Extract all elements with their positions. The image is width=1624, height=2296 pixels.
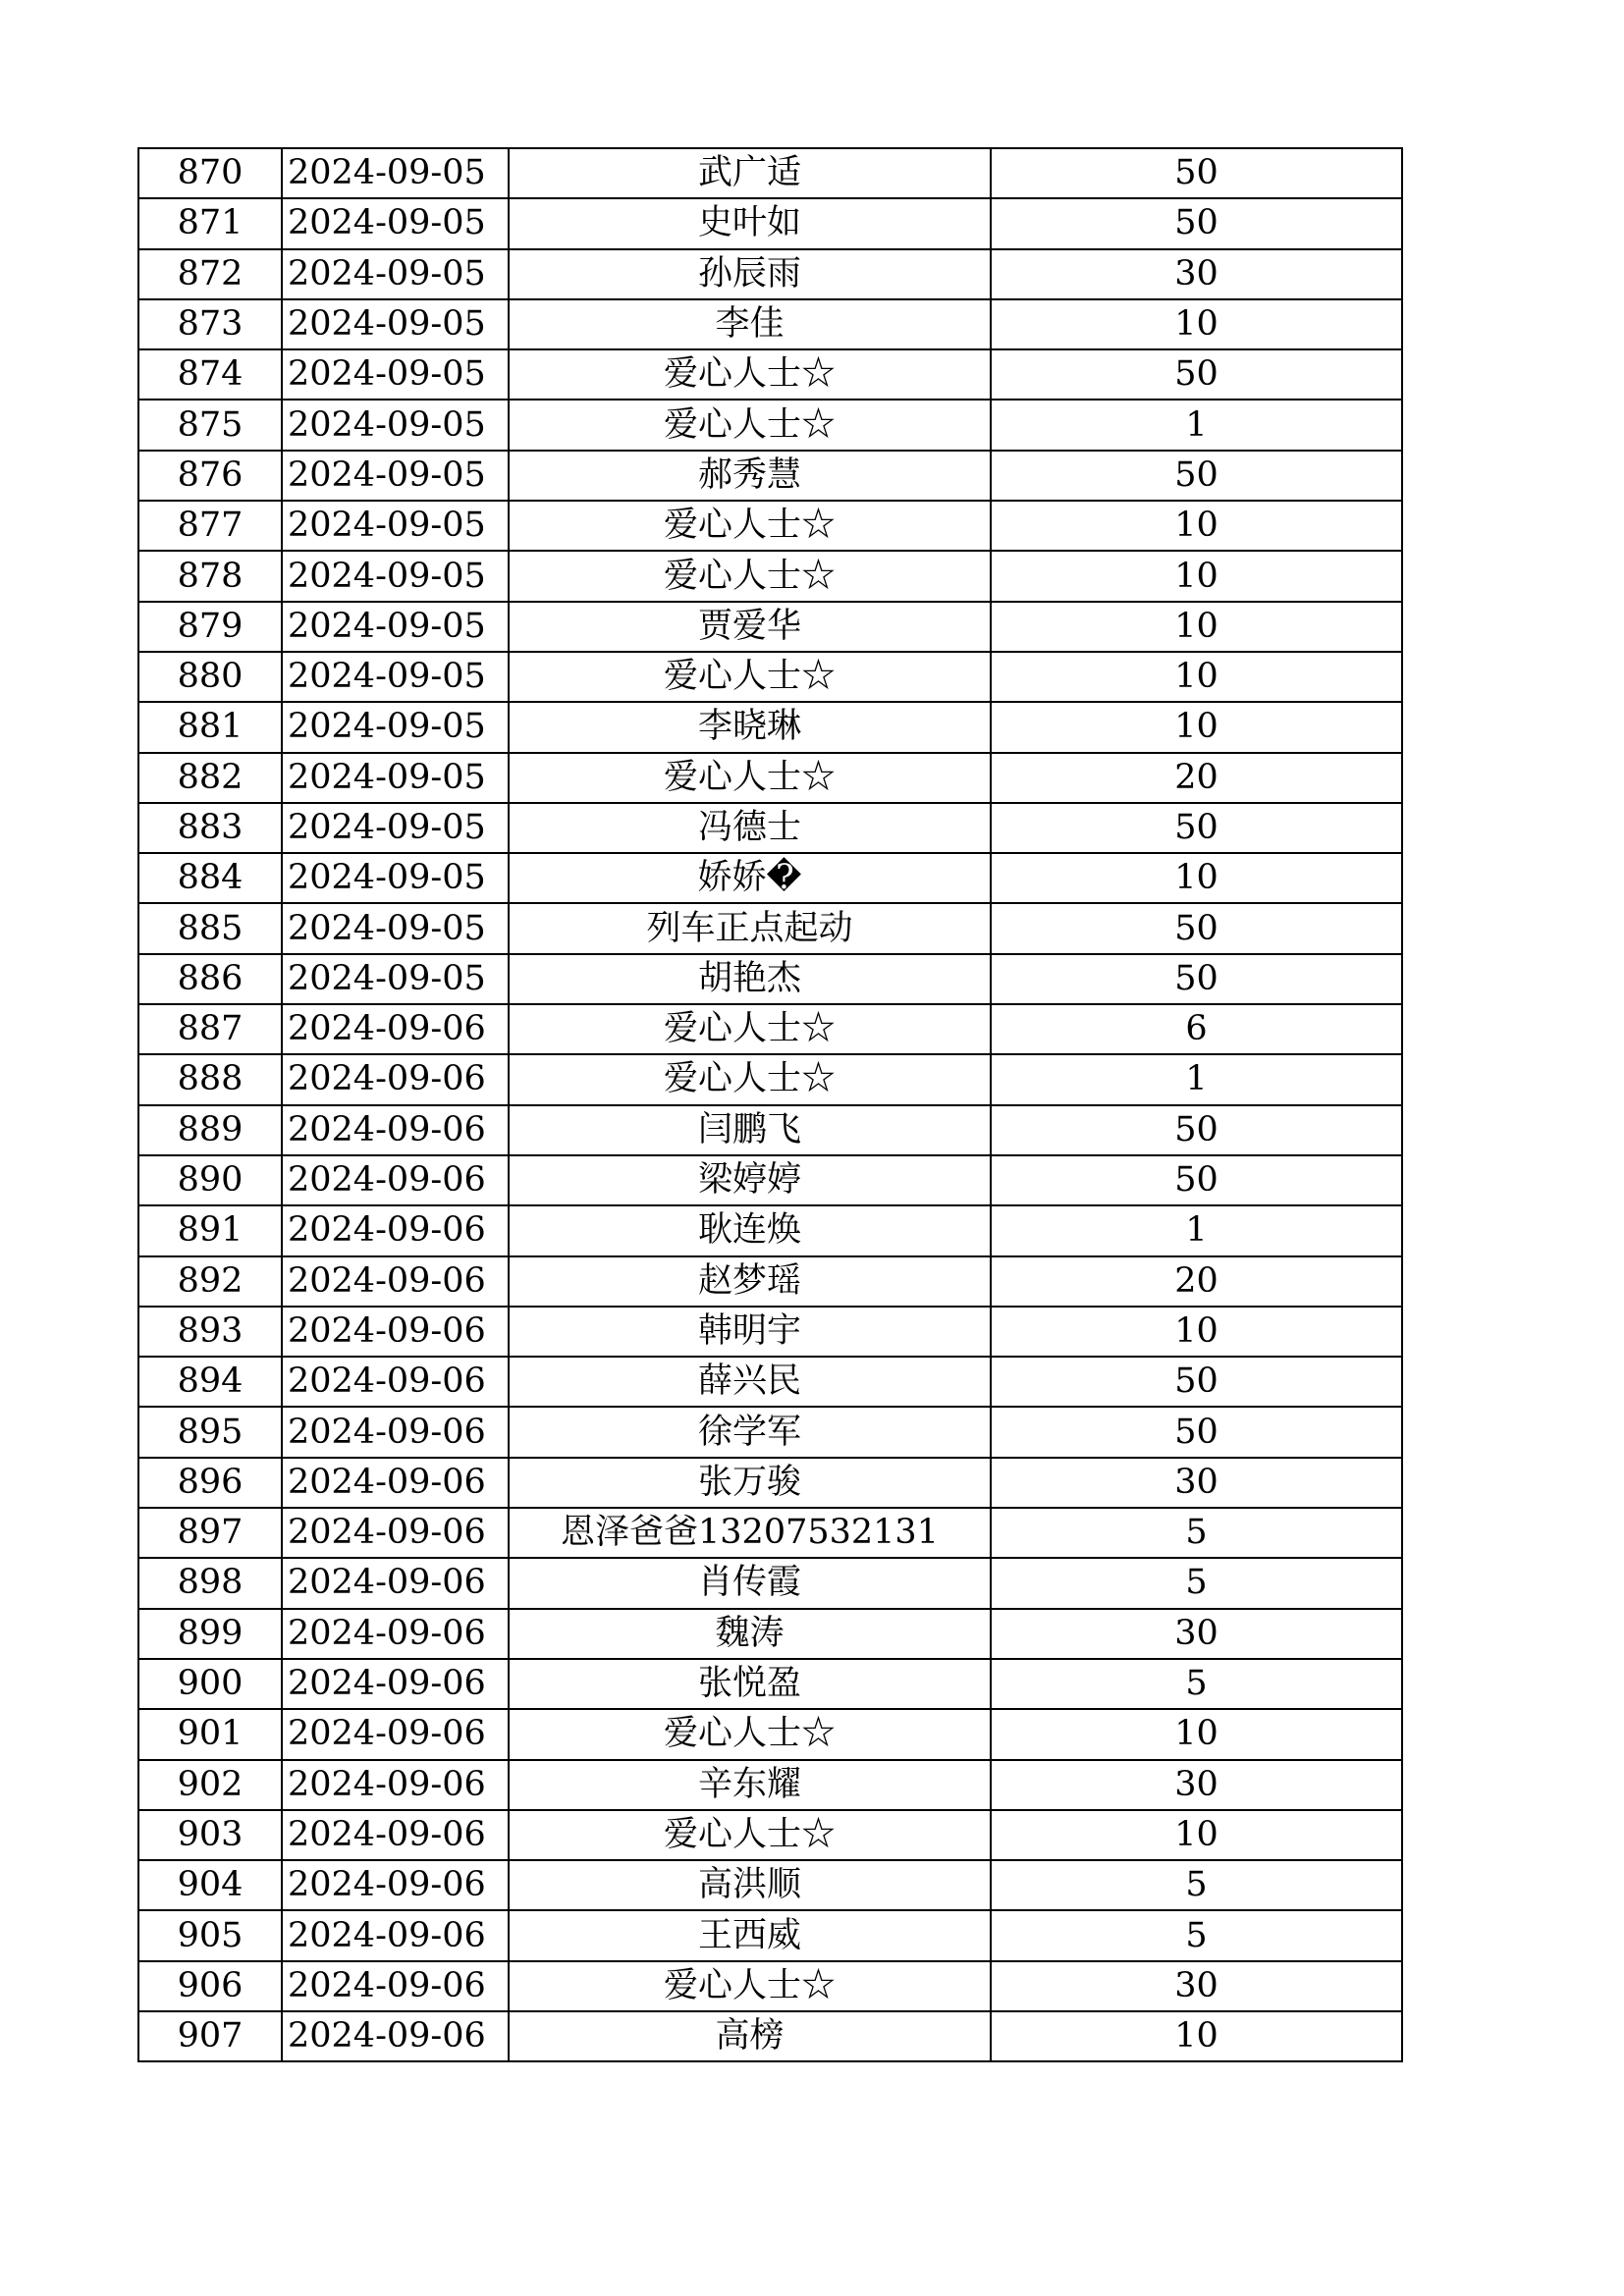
table-row (138, 1307, 1402, 1357)
donor-name-cell: 徐学军 (509, 1407, 991, 1457)
row-number-cell: 870 (138, 148, 282, 198)
amount-cell: 1 (991, 400, 1402, 450)
row-number-cell: 880 (138, 652, 282, 702)
date-cell: 2024-09-05 (282, 652, 509, 702)
donor-name-cell: 爱心人士☆ (509, 551, 991, 601)
amount-cell: 50 (991, 803, 1402, 853)
date-cell: 2024-09-05 (282, 249, 509, 299)
table-row (138, 1054, 1402, 1104)
donor-name-cell: 爱心人士☆ (509, 1709, 991, 1759)
table-row (138, 1105, 1402, 1155)
row-number-cell: 887 (138, 1004, 282, 1054)
date-cell: 2024-09-06 (282, 1709, 509, 1759)
row-number-cell: 891 (138, 1205, 282, 1255)
amount-cell: 10 (991, 1709, 1402, 1759)
table-row (138, 1910, 1402, 1960)
row-number-cell: 905 (138, 1910, 282, 1960)
donor-name-cell: 韩明宇 (509, 1307, 991, 1357)
donor-name-cell: 史叶如 (509, 198, 991, 248)
date-cell: 2024-09-06 (282, 1910, 509, 1960)
row-number-cell: 872 (138, 249, 282, 299)
table-row (138, 1357, 1402, 1407)
table-row (138, 1860, 1402, 1910)
amount-cell: 5 (991, 1659, 1402, 1709)
row-number-cell: 873 (138, 299, 282, 349)
row-number-cell: 897 (138, 1508, 282, 1558)
donor-name-cell: 孙辰雨 (509, 249, 991, 299)
donor-name-cell: 恩泽爸爸13207532131 (509, 1508, 991, 1558)
date-cell: 2024-09-06 (282, 1860, 509, 1910)
amount-cell: 5 (991, 1558, 1402, 1608)
amount-cell: 10 (991, 2011, 1402, 2061)
date-cell: 2024-09-05 (282, 148, 509, 198)
donor-name-cell: 冯德士 (509, 803, 991, 853)
date-cell: 2024-09-06 (282, 1155, 509, 1205)
amount-cell: 30 (991, 1609, 1402, 1659)
row-number-cell: 906 (138, 1961, 282, 2011)
amount-cell: 30 (991, 1760, 1402, 1810)
table-row (138, 400, 1402, 450)
row-number-cell: 877 (138, 501, 282, 551)
amount-cell: 10 (991, 853, 1402, 903)
table-row (138, 299, 1402, 349)
row-number-cell: 888 (138, 1054, 282, 1104)
donor-name-cell: 爱心人士☆ (509, 1004, 991, 1054)
donor-name-cell: 薛兴民 (509, 1357, 991, 1407)
donor-name-cell: 爱心人士☆ (509, 652, 991, 702)
table-row (138, 803, 1402, 853)
donor-name-cell: 梁婷婷 (509, 1155, 991, 1205)
date-cell: 2024-09-06 (282, 1961, 509, 2011)
date-cell: 2024-09-05 (282, 501, 509, 551)
amount-cell: 30 (991, 1961, 1402, 2011)
row-number-cell: 896 (138, 1458, 282, 1508)
amount-cell: 10 (991, 652, 1402, 702)
table-row (138, 1256, 1402, 1307)
amount-cell: 30 (991, 249, 1402, 299)
date-cell: 2024-09-06 (282, 1004, 509, 1054)
table-row (138, 602, 1402, 652)
table-row (138, 1609, 1402, 1659)
amount-cell: 50 (991, 903, 1402, 953)
date-cell: 2024-09-06 (282, 1558, 509, 1608)
row-number-cell: 882 (138, 753, 282, 803)
amount-cell: 50 (991, 1155, 1402, 1205)
row-number-cell: 883 (138, 803, 282, 853)
row-number-cell: 879 (138, 602, 282, 652)
table-row (138, 349, 1402, 400)
date-cell: 2024-09-06 (282, 1508, 509, 1558)
table-row (138, 702, 1402, 752)
amount-cell: 6 (991, 1004, 1402, 1054)
date-cell: 2024-09-06 (282, 1054, 509, 1104)
amount-cell: 10 (991, 551, 1402, 601)
amount-cell: 5 (991, 1860, 1402, 1910)
row-number-cell: 881 (138, 702, 282, 752)
table-row (138, 1659, 1402, 1709)
table-row (138, 551, 1402, 601)
row-number-cell: 900 (138, 1659, 282, 1709)
table-row (138, 1760, 1402, 1810)
date-cell: 2024-09-05 (282, 954, 509, 1004)
date-cell: 2024-09-05 (282, 903, 509, 953)
amount-cell: 50 (991, 451, 1402, 501)
amount-cell: 20 (991, 1256, 1402, 1307)
date-cell: 2024-09-05 (282, 551, 509, 601)
table-row (138, 1961, 1402, 2011)
date-cell: 2024-09-05 (282, 349, 509, 400)
donor-name-cell: 贾爱华 (509, 602, 991, 652)
date-cell: 2024-09-06 (282, 1760, 509, 1810)
date-cell: 2024-09-05 (282, 198, 509, 248)
donation-table (137, 147, 1403, 2062)
amount-cell: 5 (991, 1910, 1402, 1960)
date-cell: 2024-09-06 (282, 1810, 509, 1860)
date-cell: 2024-09-05 (282, 602, 509, 652)
amount-cell: 5 (991, 1508, 1402, 1558)
donor-name-cell: 张万骏 (509, 1458, 991, 1508)
donor-name-cell: 高榜 (509, 2011, 991, 2061)
table-row (138, 451, 1402, 501)
donor-name-cell: 列车正点起动 (509, 903, 991, 953)
donor-name-cell: 王西威 (509, 1910, 991, 1960)
donor-name-cell: 娇娇� (509, 853, 991, 903)
donor-name-cell: 爱心人士☆ (509, 501, 991, 551)
row-number-cell: 899 (138, 1609, 282, 1659)
date-cell: 2024-09-06 (282, 1659, 509, 1709)
donor-name-cell: 高洪顺 (509, 1860, 991, 1910)
date-cell: 2024-09-05 (282, 803, 509, 853)
donor-name-cell: 郝秀慧 (509, 451, 991, 501)
table-row (138, 1458, 1402, 1508)
amount-cell: 1 (991, 1054, 1402, 1104)
donor-name-cell: 爱心人士☆ (509, 1961, 991, 2011)
table-row (138, 903, 1402, 953)
date-cell: 2024-09-05 (282, 853, 509, 903)
donor-name-cell: 胡艳杰 (509, 954, 991, 1004)
row-number-cell: 902 (138, 1760, 282, 1810)
amount-cell: 50 (991, 954, 1402, 1004)
amount-cell: 50 (991, 148, 1402, 198)
row-number-cell: 874 (138, 349, 282, 400)
donor-name-cell: 魏涛 (509, 1609, 991, 1659)
table-row (138, 1558, 1402, 1608)
donor-name-cell: 闫鹏飞 (509, 1105, 991, 1155)
donor-name-cell: 武广适 (509, 148, 991, 198)
amount-cell: 50 (991, 198, 1402, 248)
date-cell: 2024-09-05 (282, 451, 509, 501)
table-row (138, 501, 1402, 551)
table-row (138, 2011, 1402, 2061)
amount-cell: 20 (991, 753, 1402, 803)
row-number-cell: 889 (138, 1105, 282, 1155)
row-number-cell: 892 (138, 1256, 282, 1307)
donor-name-cell: 爱心人士☆ (509, 753, 991, 803)
date-cell: 2024-09-06 (282, 1105, 509, 1155)
donor-name-cell: 李晓琳 (509, 702, 991, 752)
row-number-cell: 901 (138, 1709, 282, 1759)
donor-name-cell: 爱心人士☆ (509, 1054, 991, 1104)
date-cell: 2024-09-06 (282, 1256, 509, 1307)
table-row (138, 1709, 1402, 1759)
table-row (138, 1205, 1402, 1255)
date-cell: 2024-09-05 (282, 702, 509, 752)
donor-name-cell: 爱心人士☆ (509, 400, 991, 450)
date-cell: 2024-09-06 (282, 1458, 509, 1508)
date-cell: 2024-09-05 (282, 299, 509, 349)
donation-table-body (138, 148, 1402, 2061)
table-row (138, 198, 1402, 248)
date-cell: 2024-09-05 (282, 400, 509, 450)
row-number-cell: 878 (138, 551, 282, 601)
amount-cell: 1 (991, 1205, 1402, 1255)
table-row (138, 954, 1402, 1004)
donor-name-cell: 爱心人士☆ (509, 349, 991, 400)
row-number-cell: 907 (138, 2011, 282, 2061)
row-number-cell: 871 (138, 198, 282, 248)
row-number-cell: 895 (138, 1407, 282, 1457)
table-row (138, 148, 1402, 198)
row-number-cell: 903 (138, 1810, 282, 1860)
table-row (138, 652, 1402, 702)
amount-cell: 50 (991, 1407, 1402, 1457)
donor-name-cell: 耿连焕 (509, 1205, 991, 1255)
date-cell: 2024-09-06 (282, 1609, 509, 1659)
amount-cell: 50 (991, 1105, 1402, 1155)
amount-cell: 10 (991, 1810, 1402, 1860)
donor-name-cell: 张悦盈 (509, 1659, 991, 1709)
row-number-cell: 884 (138, 853, 282, 903)
table-row (138, 1407, 1402, 1457)
table-row (138, 249, 1402, 299)
date-cell: 2024-09-06 (282, 1407, 509, 1457)
amount-cell: 10 (991, 299, 1402, 349)
date-cell: 2024-09-06 (282, 1357, 509, 1407)
date-cell: 2024-09-05 (282, 753, 509, 803)
table-row (138, 1508, 1402, 1558)
row-number-cell: 890 (138, 1155, 282, 1205)
amount-cell: 10 (991, 702, 1402, 752)
amount-cell: 50 (991, 349, 1402, 400)
amount-cell: 10 (991, 602, 1402, 652)
date-cell: 2024-09-06 (282, 1205, 509, 1255)
table-row (138, 853, 1402, 903)
date-cell: 2024-09-06 (282, 2011, 509, 2061)
table-row (138, 1810, 1402, 1860)
donor-name-cell: 辛东耀 (509, 1760, 991, 1810)
donor-name-cell: 赵梦瑶 (509, 1256, 991, 1307)
amount-cell: 50 (991, 1357, 1402, 1407)
date-cell: 2024-09-06 (282, 1307, 509, 1357)
row-number-cell: 898 (138, 1558, 282, 1608)
table-row (138, 753, 1402, 803)
row-number-cell: 904 (138, 1860, 282, 1910)
donor-name-cell: 爱心人士☆ (509, 1810, 991, 1860)
row-number-cell: 893 (138, 1307, 282, 1357)
donor-name-cell: 肖传霞 (509, 1558, 991, 1608)
amount-cell: 10 (991, 501, 1402, 551)
row-number-cell: 876 (138, 451, 282, 501)
amount-cell: 10 (991, 1307, 1402, 1357)
donor-name-cell: 李佳 (509, 299, 991, 349)
row-number-cell: 875 (138, 400, 282, 450)
table-row (138, 1155, 1402, 1205)
row-number-cell: 894 (138, 1357, 282, 1407)
table-row (138, 1004, 1402, 1054)
amount-cell: 30 (991, 1458, 1402, 1508)
row-number-cell: 886 (138, 954, 282, 1004)
row-number-cell: 885 (138, 903, 282, 953)
